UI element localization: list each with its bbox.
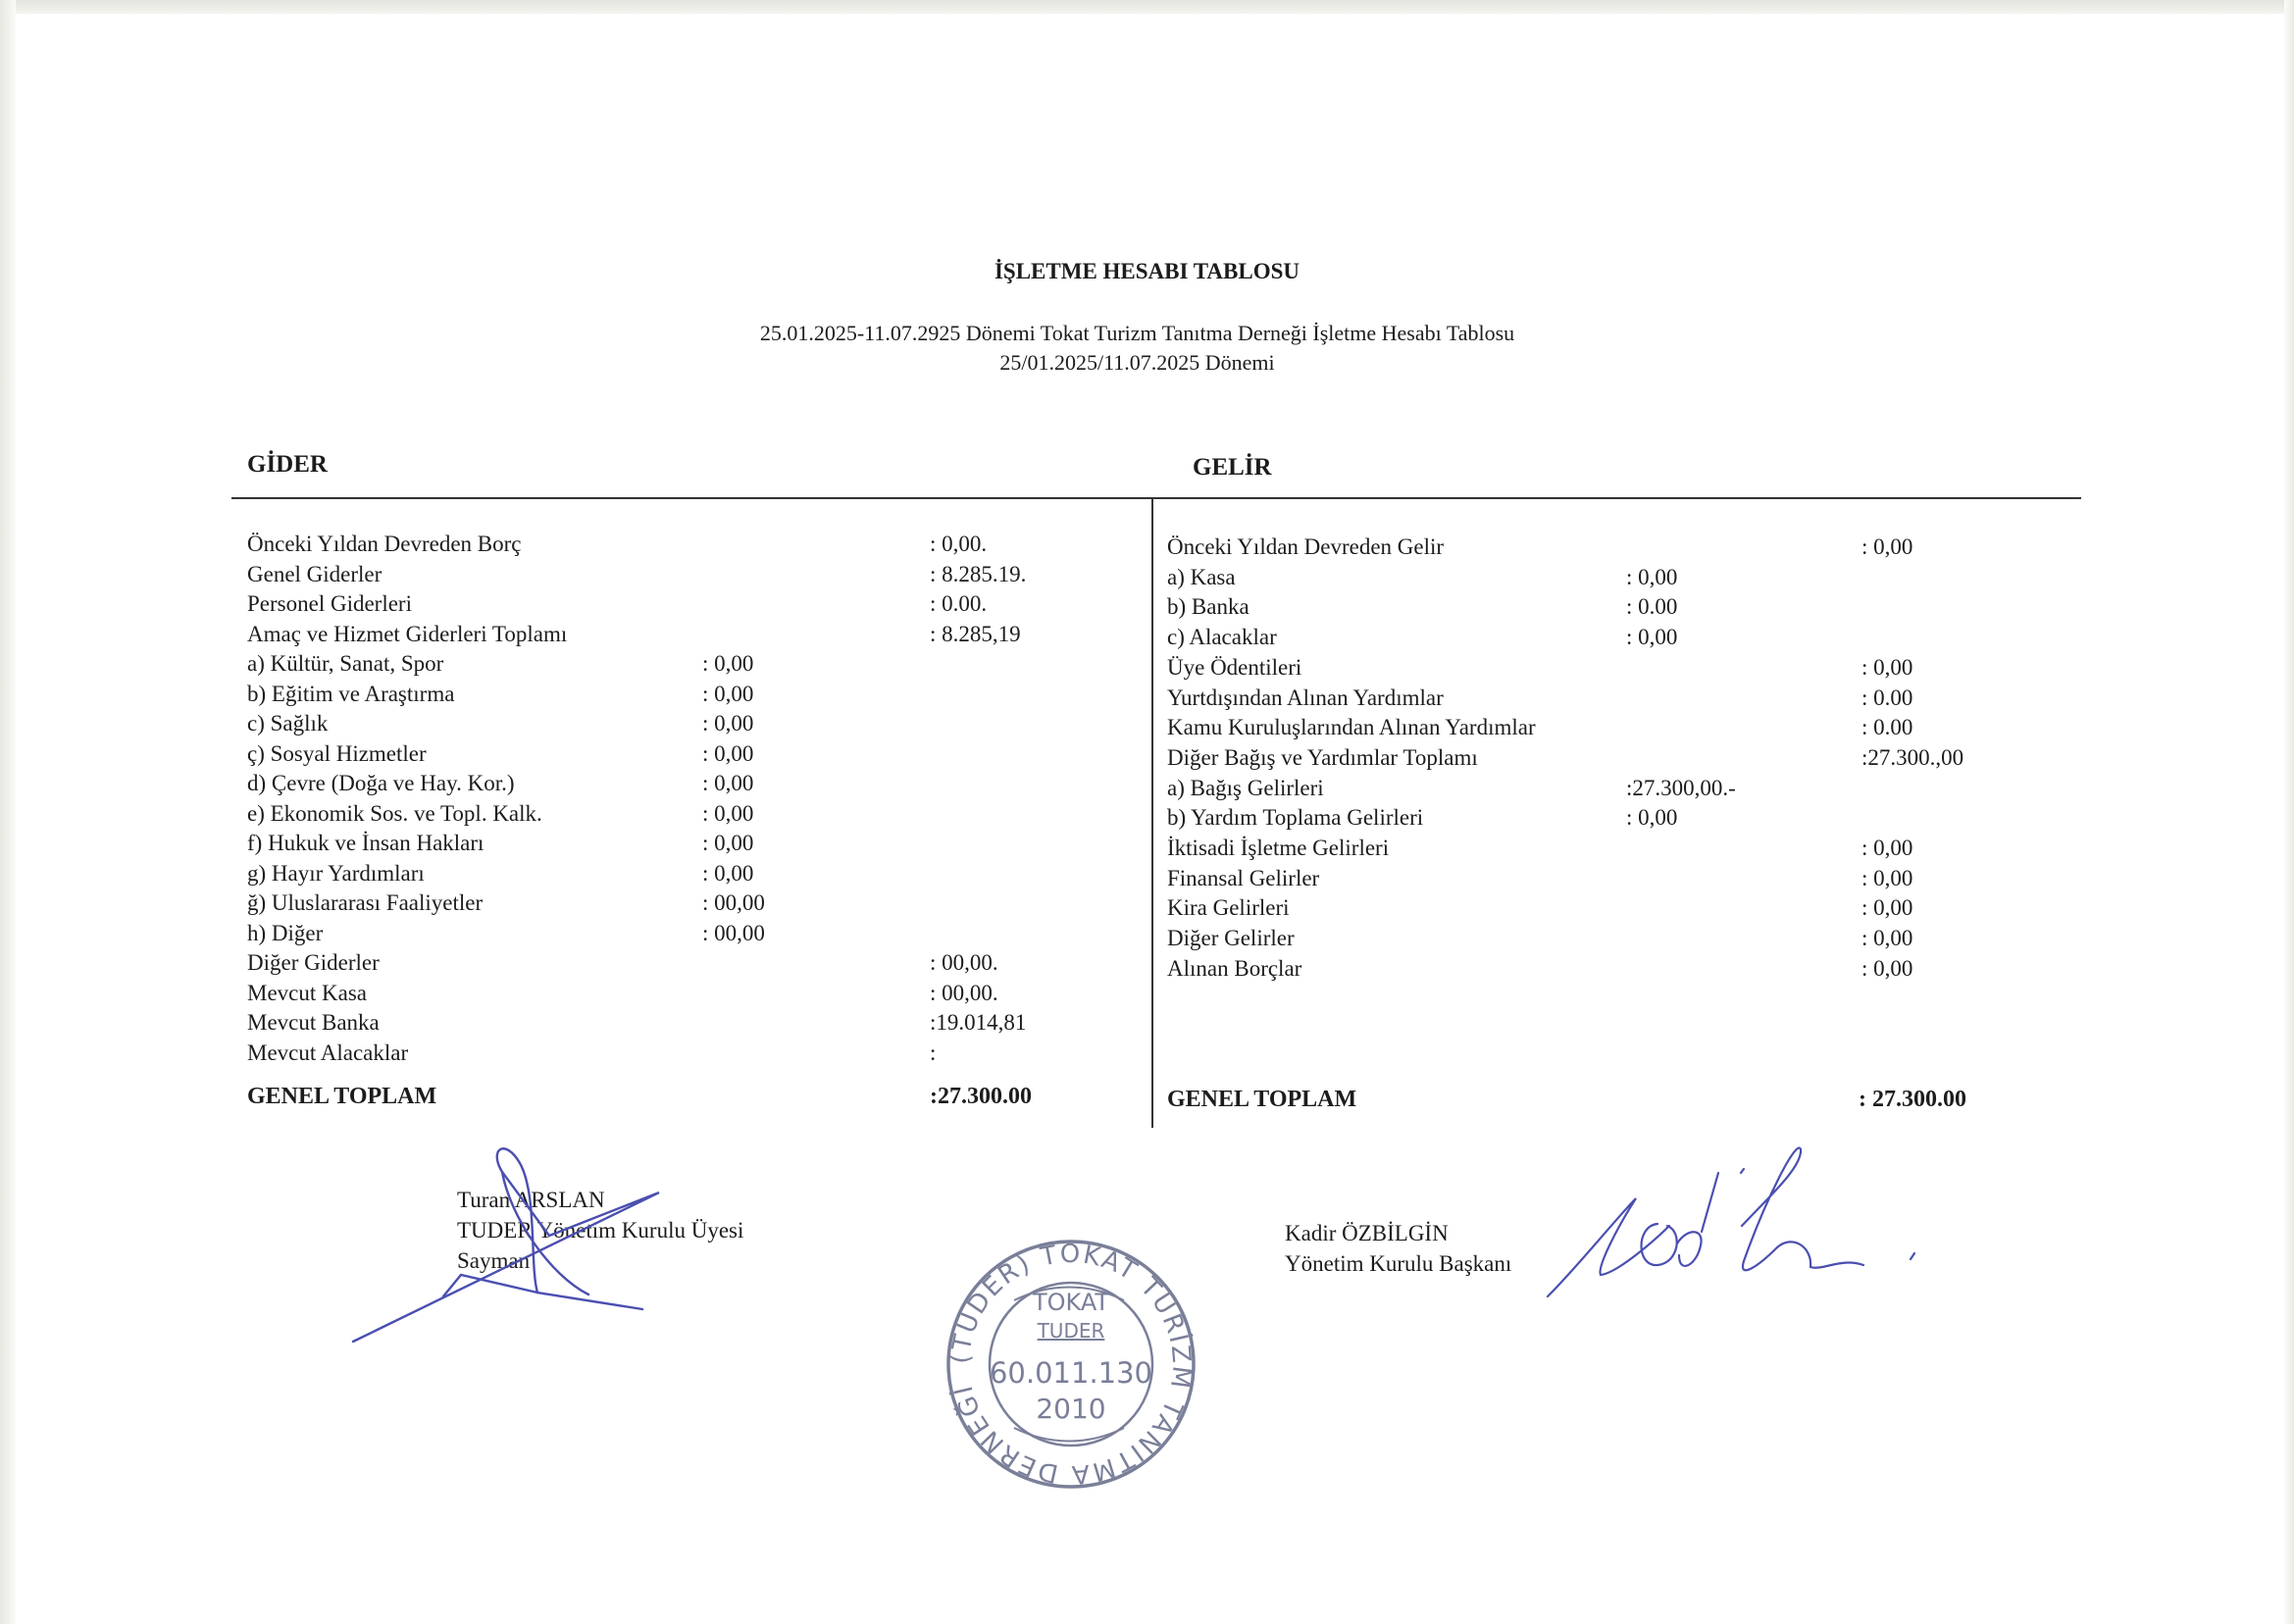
gider-row-value: : 00,00. [930,980,998,1005]
gelir-row-label: Alınan Borçlar [1167,955,1302,981]
gider-row-sub: : 0,00 [702,831,754,855]
gider-row-sub: : 0,00 [702,740,754,766]
treasurer-title: Sayman [457,1248,531,1273]
gider-row-value: : 00,00. [930,950,998,975]
gelir-row-value: : 0,00 [1861,955,1913,981]
gider-row-sub: : 0,00 [702,800,754,826]
gelir-row-value: : 0,00 [1861,895,1913,921]
gider-row-sub: : 0,00 [702,681,754,706]
gelir-row-label: Diğer Gelirler [1167,926,1295,951]
gelir-row-value: : 0,00 [1861,926,1913,951]
gelir-row-label: İktisadi İşletme Gelirleri [1167,836,1390,860]
stamp-year: 2010 [1036,1393,1106,1425]
gelir-row-label: b) Yardım Toplama Gelirleri [1167,805,1424,831]
gider-row-sub: : 0,00 [702,651,754,676]
treasurer-signature [353,1148,659,1342]
gider-row-label: Genel Giderler [247,561,382,586]
gider-row-label: Mevcut Kasa [247,980,367,1005]
gelir-row-value: : 0,00 [1861,836,1913,860]
gider-row-sub: : 00,00 [702,890,765,915]
document-title: İŞLETME HESABI TABLOSU [994,259,1300,283]
gider-row-label: Personel Giderleri [247,591,412,616]
gider-row-label: a) Kültür, Sanat, Spor [247,651,444,676]
gelir-row-value: : 0,00 [1861,534,1913,559]
gider-row-value: : 8.285,19 [930,621,1021,646]
gelir-row-value: : 0,00 [1861,865,1913,890]
gelir-row-label: Önceki Yıldan Devreden Gelir [1167,534,1445,559]
gider-row-label: Mevcut Alacaklar [247,1040,409,1065]
document-subtitle-line1: 25.01.2025-11.07.2925 Dönemi Tokat Turizm Tanıtma Derneği İşletme Hesabı Tablosu [759,321,1515,345]
gelir-row-label: a) Bağış Gelirleri [1167,775,1324,800]
gelir-row-value: : 0,00 [1861,654,1913,680]
gelir-row-value: : 0.00 [1861,715,1913,740]
gelir-row-sub: : 0,00 [1626,625,1678,650]
document-subtitle-line2: 25/01.2025/11.07.2025 Dönemi [999,350,1275,375]
stamp-city: TOKAT [1032,1289,1110,1316]
president-signature [1548,1148,1914,1296]
gelir-row-label: Yurtdışından Alınan Yardımlar [1167,685,1444,710]
gider-row-value: : 0,00. [930,532,988,556]
gelir-row-label: Kira Gelirleri [1167,895,1290,921]
gider-row-value: : 8.285.19. [930,561,1027,586]
gider-row-label: Mevcut Banka [247,1010,380,1035]
gider-row-sub: : 0,00 [702,711,754,736]
gelir-total-value: : 27.300.00 [1859,1087,1966,1112]
gider-row-label: Önceki Yıldan Devreden Borç [247,532,522,556]
gider-row-label: e) Ekonomik Sos. ve Topl. Kalk. [247,800,542,826]
stamp-ring-text: (TUDER) TOKAT TURİZM TANITMA DERNEĞİ [945,1239,1197,1490]
gider-row-label: d) Çevre (Doğa ve Hay. Kor.) [247,771,515,795]
gider-row-sub: : 0,00 [702,771,754,795]
gelir-row-label: b) Banka [1167,594,1249,620]
gelir-row-sub: : 0.00 [1626,594,1678,620]
gider-row-label: Amaç ve Hizmet Giderleri Toplamı [247,621,568,646]
gelir-row-label: Finansal Gelirler [1167,865,1320,890]
president-name: Kadir ÖZBİLGİN [1285,1221,1449,1245]
gider-row-label: ç) Sosyal Hizmetler [247,740,427,766]
gelir-row-label: Diğer Bağış ve Yardımlar Toplamı [1167,744,1478,770]
gider-row-label: h) Diğer [247,920,324,945]
gider-heading: GİDER [247,451,328,478]
gider-row-sub: : 00,00 [702,920,765,945]
gelir-row-sub: : 0,00 [1626,805,1678,831]
gider-row-value: :19.014,81 [930,1010,1027,1035]
gider-row-label: f) Hukuk ve İnsan Hakları [247,831,484,855]
gider-total-label: GENEL TOPLAM [247,1084,437,1109]
gelir-row-sub: : 0,00 [1626,564,1678,589]
gider-row-value: : [930,1040,937,1065]
gelir-row-value: :27.300.,00 [1861,744,1964,770]
treasurer-name: Turan ARSLAN [457,1188,605,1212]
gelir-row-label: Üye Ödentileri [1167,654,1302,680]
official-stamp [946,1240,1197,1489]
gider-row-label: Diğer Giderler [247,950,380,975]
stamp-org: TUDER [1037,1319,1105,1343]
gelir-row-sub: :27.300,00.- [1626,775,1736,800]
gider-row-label: ğ) Uluslararası Faaliyetler [247,890,484,915]
gelir-row-label: Kamu Kuruluşlarından Alınan Yardımlar [1167,715,1536,740]
president-role: Yönetim Kurulu Başkanı [1285,1251,1512,1276]
gelir-total-label: GENEL TOPLAM [1167,1087,1357,1112]
gelir-heading: GELİR [1193,454,1272,481]
gelir-row-label: a) Kasa [1167,564,1236,589]
gelir-row-value: : 0.00 [1861,685,1913,710]
gider-row-label: b) Eğitim ve Araştırma [247,681,455,706]
treasurer-role: TUDER Yönetim Kurulu Üyesi [457,1218,744,1243]
gider-total-value: :27.300.00 [930,1084,1032,1109]
gider-row-label: g) Hayır Yardımları [247,860,425,886]
gider-row-sub: : 0,00 [702,860,754,886]
gelir-row-label: c) Alacaklar [1167,625,1277,650]
gider-row-value: : 0.00. [930,591,988,616]
gider-row-label: c) Sağlık [247,711,329,736]
stamp-registry-number: 60.011.130 [989,1356,1153,1390]
